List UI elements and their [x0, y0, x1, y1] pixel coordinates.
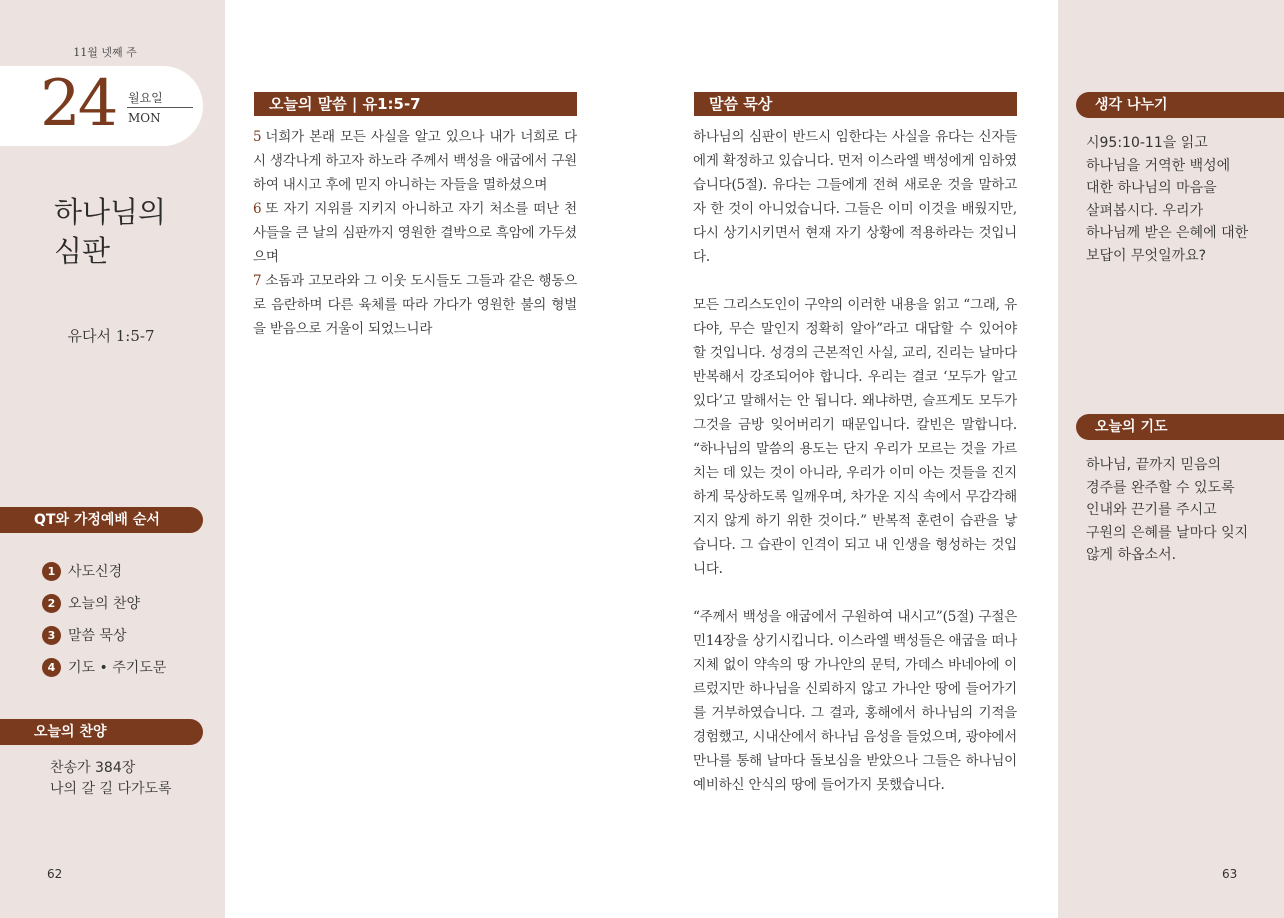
order-item-label: 말씀 묵상	[68, 628, 127, 644]
hymn-text	[50, 758, 172, 800]
verse-text: 너희가 본래 모든 사실을 알고 있으나 내가 너희로 다시 생각나게 하고자 하노라 주께서 백성을 애굽에서 구원하여 내시고 후에 믿지 아니하는 자들을 멸하셨으며	[253, 129, 577, 193]
share-line: 보답이 무엇일까요?	[1086, 247, 1207, 264]
verse-text: 또 자기 지위를 지키지 아니하고 자기 처소를 떠난 천사들을 큰 날의 심판까지 영원한 결박으로 흑암에 가두셨으며	[253, 201, 577, 265]
title-line-2: 심판	[54, 234, 111, 268]
verse	[253, 197, 577, 269]
verse-number: 7	[253, 273, 262, 289]
hymn-header-label: 오늘의 찬양	[34, 724, 107, 740]
title-line-1: 하나님의	[54, 195, 167, 229]
number-badge: 1	[42, 562, 61, 581]
verse-text: 소돔과 고모라와 그 이웃 도시들도 그들과 같은 행동으로 음란하며 다른 육체를 따라 가다가 영원한 불의 형벌을 받음으로 거울이 되었느니라	[253, 273, 577, 337]
number-badge: 3	[42, 626, 61, 645]
share-line: 대한 하나님의 마음을	[1086, 180, 1217, 196]
weekday-korean: 월요일	[128, 91, 163, 105]
meditation-body	[693, 125, 1017, 797]
number-badge: 2	[42, 594, 61, 613]
prayer-line: 인내와 끈기를 주시고	[1086, 502, 1217, 518]
hymn-number: 찬송가 384장	[50, 760, 136, 776]
verse	[253, 125, 577, 197]
order-item-label: 기도 • 주기도문	[68, 660, 167, 676]
prayer-text	[1086, 454, 1266, 567]
day-number: 24	[40, 67, 116, 141]
order-item	[42, 619, 166, 651]
order-header	[0, 507, 203, 533]
weekday-english: MON	[128, 111, 161, 125]
meditation-paragraph: 모든 그리스도인이 구약의 이러한 내용을 읽고 “그래, 유다야, 무슨 말인지 정확히 알아”라고 대답할 수 있어야 할 것입니다. 성경의 근본적인 사실, 교리, 진리는 날마다 반복해서 강조되어야 합니다. 우리는 결코 ‘모두가 알고 있다’고 말해서는 안 됩니다. 왜냐하면, 슬프게도 모두가 그것을 금방 잊어버리기 때문입니다. 칼빈은 말합니다. “하나님의 말씀의 용도는 단지 우리가 모르는 것을 가르치는 데 있는 것이 아니라, 우리가 이미 아는 것들을 진지하게 묵상하도록 일깨우며, 차가운 지식 속에서 무감각해지지 않게 하기 위한 것이다.” 반복적 훈련이 습관을 낳습니다. 그 습관이 인격이 되고 내 인생을 형성하는 것입니다.	[693, 297, 1017, 577]
number-badge: 4	[42, 658, 61, 677]
page-number-left: 62	[47, 867, 63, 881]
order-item	[42, 651, 166, 683]
hymn-header	[0, 719, 203, 745]
share-header: 생각 나누기	[1076, 92, 1284, 118]
word-header: 오늘의 말씀 | 유1:5-7	[254, 92, 577, 116]
share-line: 하나님께 받은 은혜에 대한	[1086, 225, 1249, 241]
page-title	[54, 193, 224, 271]
share-text	[1086, 132, 1266, 267]
meditation-header: 말씀 묵상	[694, 92, 1017, 116]
share-line: 하나님을 거역한 백성에	[1086, 157, 1231, 174]
order-item-label: 사도신경	[68, 564, 123, 580]
word-body	[253, 125, 577, 341]
order-item	[42, 587, 166, 619]
order-item-label: 오늘의 찬양	[68, 596, 141, 612]
prayer-line: 경주를 완주할 수 있도록	[1086, 479, 1235, 496]
meditation-paragraph: 하나님의 심판이 반드시 임한다는 사실을 유다는 신자들에게 확정하고 있습니다. 먼저 이스라엘 백성에게 임하였습니다(5절). 유다는 그들에게 전혀 새로운 것을 말하고자 한 것이 아니었습니다. 그들은 이미 이것을 배웠지만, 다시 상기시키면서 현재 자기 상황에 적용하라는 것입니다.	[693, 129, 1017, 265]
week-label: 11월 넷째 주	[73, 46, 137, 59]
verse-number: 5	[253, 129, 262, 145]
prayer-line: 구원의 은혜를 날마다 잊지	[1086, 524, 1249, 541]
verse-number: 6	[253, 201, 262, 217]
prayer-header: 오늘의 기도	[1076, 414, 1284, 440]
order-list	[42, 555, 166, 683]
order-header-label: QT와 가정예배 순서	[34, 512, 160, 528]
hymn-title: 나의 갈 길 다가도록	[50, 781, 172, 797]
scripture-reference: 유다서 1:5-7	[67, 327, 155, 345]
meditation-paragraph: “주께서 백성을 애굽에서 구원하여 내시고”(5절) 구절은 민14장을 상기시킵니다. 이스라엘 백성들은 애굽을 떠나 지체 없이 약속의 땅 가나안의 문턱, 가데스 바네아에 이르렀지만 하나님을 신뢰하지 않고 가나안 땅에 들어가기를 거부하였습니다. 그 결과, 홍해에서 하나님의 기적을 경험했고, 시내산에서 하나님 음성을 들었으며, 광야에서 만나를 통해 날마다 돌보심을 받았으나 그들은 하나님이 예비하신 안식의 땅에 들어가지 못했습니다.	[693, 609, 1017, 793]
order-item	[42, 555, 166, 587]
verse	[253, 269, 577, 341]
prayer-line: 않게 하옵소서.	[1086, 547, 1177, 563]
weekday-divider	[127, 107, 193, 108]
share-line: 시95:10-11을 읽고	[1086, 135, 1208, 151]
share-line: 살펴봅시다. 우리가	[1086, 202, 1204, 219]
page-number-right: 63	[1222, 867, 1238, 881]
prayer-line: 하나님, 끝까지 믿음의	[1086, 457, 1222, 473]
